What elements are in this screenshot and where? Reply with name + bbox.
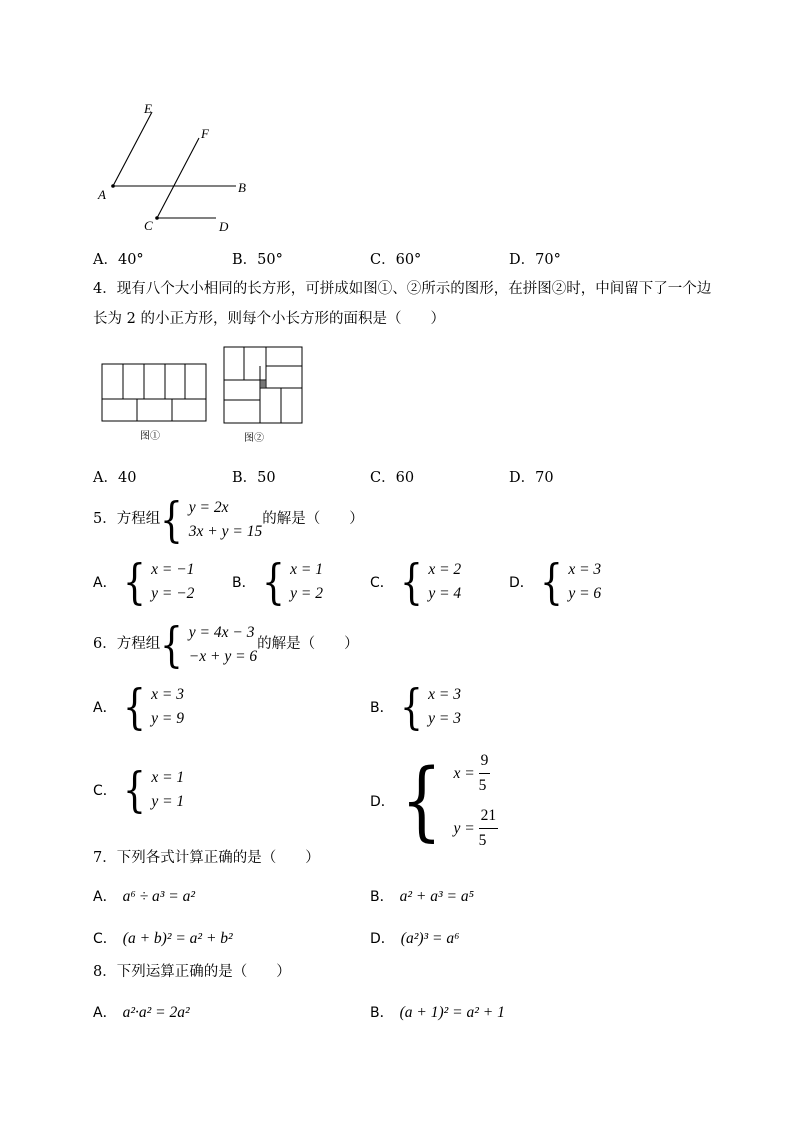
- q5-c-y: y = 4: [428, 585, 462, 602]
- q6-option-b[interactable]: B． { x = 3 y = 3: [370, 679, 461, 735]
- q4-stem-line2: 长为 2 的小正方形，则每个小长方形的面积是（ ）: [93, 311, 445, 327]
- q7-option-b-expr: a² + a³ = a⁵: [399, 888, 474, 905]
- q6-d-x-lhs: x =: [453, 764, 475, 782]
- q5-a-x: x = −1: [151, 561, 195, 578]
- q4-option-c[interactable]: C．60: [370, 470, 415, 486]
- q5-option-b-label: B．: [232, 575, 256, 591]
- q3-option-b[interactable]: B．50°: [232, 252, 283, 268]
- q7-option-c[interactable]: [93, 928, 233, 948]
- q6-option-c[interactable]: C． { x = 1 y = 1: [93, 762, 185, 818]
- q6-stem: 6．方程组 { y = 4x − 3 −x + y = 6 的解是（ ）: [93, 617, 359, 673]
- q8-option-a[interactable]: [93, 1002, 190, 1022]
- label-C: C: [144, 218, 153, 233]
- q8-option-b-expr: (a + 1)² = a² + 1: [399, 1004, 505, 1021]
- q4-option-a[interactable]: A．40: [93, 470, 137, 486]
- small-square: [260, 380, 266, 388]
- q6-d-x-den: 5: [478, 777, 487, 794]
- q3-option-c[interactable]: C．60°: [370, 252, 422, 268]
- q8-option-a-label: A．: [93, 1005, 117, 1021]
- q5-tail: 的解是（ ）: [262, 511, 364, 528]
- q6-eq1: y = 4x − 3: [188, 624, 255, 641]
- q6-option-d-label: D．: [370, 794, 395, 810]
- q5-option-a[interactable]: A． { x = −1 y = −2: [93, 554, 195, 610]
- q7-option-a-expr: a⁶ ÷ a³ = a²: [122, 888, 195, 905]
- label-F: F: [201, 126, 209, 141]
- q7-option-b[interactable]: [370, 886, 474, 906]
- q8-option-b[interactable]: [370, 1002, 505, 1022]
- q5-d-x: x = 3: [568, 561, 602, 578]
- q6-option-a-label: A．: [93, 700, 117, 716]
- q7-option-c-label: C．: [93, 931, 117, 947]
- q7-option-b-label: B．: [370, 889, 394, 905]
- q6-num: 6．方程组: [93, 636, 161, 653]
- line-CF: [157, 138, 199, 218]
- q5-option-a-label: A．: [93, 575, 117, 591]
- q5-b-y: y = 2: [290, 585, 323, 602]
- q7-stem: 7．下列各式计算正确的是（ ）: [93, 850, 320, 866]
- q5-num: 5．方程组: [93, 511, 161, 528]
- q5-option-d-label: D．: [509, 575, 534, 591]
- q6-tail: 的解是（ ）: [257, 636, 359, 653]
- fig1-caption: 图①: [140, 431, 160, 442]
- q6-d-y: [454, 804, 499, 853]
- q5-d-y: y = 6: [568, 585, 602, 602]
- q4-option-b[interactable]: B．50: [232, 470, 276, 486]
- q4-figure-1: [100, 362, 210, 447]
- q6-d-y-lhs: y =: [453, 819, 475, 837]
- q5-a-y: y = −2: [151, 585, 195, 602]
- q6-d-x-num: 9: [479, 749, 491, 774]
- q7-option-a[interactable]: [93, 886, 195, 906]
- q5-b-x: x = 1: [290, 561, 323, 578]
- q5-option-c[interactable]: C． { x = 2 y = 4: [370, 554, 462, 610]
- q5-eq1: y = 2x: [188, 499, 229, 516]
- q6-option-a[interactable]: A． { x = 3 y = 9: [93, 679, 184, 735]
- q6-d-y-den: 5: [478, 832, 487, 849]
- q3-option-a[interactable]: A．40°: [93, 252, 144, 268]
- fig2-caption: 图②: [244, 433, 264, 444]
- line-AE: [113, 112, 152, 186]
- label-E: E: [144, 101, 152, 116]
- q3-figure: [90, 98, 260, 238]
- q5-option-d[interactable]: D． { x = 3 y = 6: [509, 554, 602, 610]
- label-B: B: [238, 180, 246, 195]
- q8-option-b-label: B．: [370, 1005, 394, 1021]
- q8-stem: 8．下列运算正确的是（ ）: [93, 964, 291, 980]
- q6-c-x: x = 1: [151, 769, 185, 786]
- q6-c-y: y = 1: [151, 793, 185, 810]
- q6-a-x: x = 3: [151, 686, 184, 703]
- q7-option-c-expr: (a + b)² = a² + b²: [122, 930, 233, 947]
- q4-stem-line1: 4．现有八个大小相同的长方形，可拼成如图①、②所示的图形，在拼图②时，中间留下了一个边: [93, 281, 712, 297]
- q6-option-d[interactable]: D． { x = $\frac{9}{5}$ y = $\frac{21}{5}$: [370, 751, 497, 851]
- q6-a-y: y = 9: [151, 710, 184, 727]
- q7-option-a-label: A．: [93, 889, 117, 905]
- q6-d-x: [454, 749, 499, 798]
- q6-b-x: x = 3: [428, 686, 461, 703]
- q7-option-d-expr: (a²)³ = a⁶: [400, 930, 460, 947]
- q8-option-a-expr: a²·a² = 2a²: [122, 1004, 190, 1021]
- q3-option-d[interactable]: D．70°: [509, 252, 561, 268]
- q6-b-y: y = 3: [428, 710, 461, 727]
- q5-c-x: x = 2: [428, 561, 462, 578]
- label-D: D: [219, 219, 229, 234]
- q4-figure-2: [222, 345, 306, 449]
- q5-stem: 5．方程组 { y = 2x 3x + y = 15 的解是（ ）: [93, 492, 364, 548]
- q6-option-c-label: C．: [93, 783, 117, 799]
- q6-d-y-num: 21: [479, 804, 499, 829]
- label-A: A: [98, 187, 106, 202]
- q7-option-d[interactable]: [370, 928, 460, 948]
- q6-option-b-label: B．: [370, 700, 394, 716]
- q5-eq2: 3x + y = 15: [188, 523, 263, 540]
- q6-eq2: −x + y = 6: [188, 648, 258, 665]
- q5-option-b[interactable]: B． { x = 1 y = 2: [232, 554, 323, 610]
- q7-option-d-label: D．: [370, 931, 395, 947]
- q5-option-c-label: C．: [370, 575, 394, 591]
- q4-option-d[interactable]: D．70: [509, 470, 554, 486]
